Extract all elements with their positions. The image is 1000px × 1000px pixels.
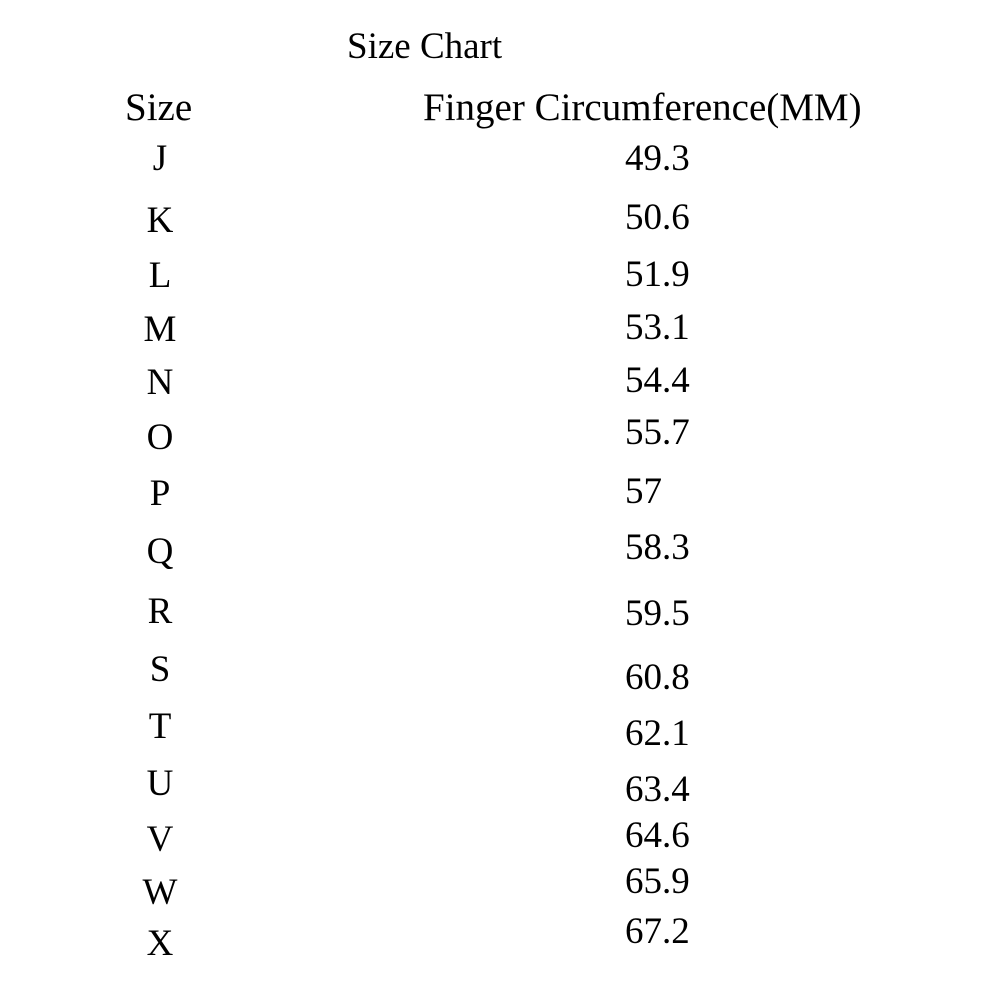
circumference-cell: 53.1 bbox=[625, 307, 690, 348]
circumference-cell: 49.3 bbox=[625, 138, 690, 179]
size-cell: N bbox=[146, 362, 174, 403]
size-cell: O bbox=[146, 417, 174, 458]
circumference-cell: 60.8 bbox=[625, 657, 690, 698]
circumference-cell: 55.7 bbox=[625, 412, 690, 453]
circumference-cell: 63.4 bbox=[625, 769, 690, 810]
circumference-cell: 67.2 bbox=[625, 911, 690, 952]
size-cell: J bbox=[152, 138, 168, 179]
size-cell: U bbox=[146, 763, 174, 804]
size-cell: L bbox=[148, 255, 172, 296]
size-cell: P bbox=[149, 473, 171, 514]
circumference-cell: 59.5 bbox=[625, 593, 690, 634]
size-column-header: Size bbox=[125, 86, 193, 129]
page-title: Size Chart bbox=[347, 26, 503, 67]
size-cell: X bbox=[146, 923, 174, 964]
size-cell: M bbox=[143, 309, 177, 350]
circumference-column-header: Finger Circumference(MM) bbox=[423, 86, 862, 129]
circumference-cell: 58.3 bbox=[625, 527, 690, 568]
size-cell: S bbox=[149, 649, 171, 690]
size-cell: Q bbox=[146, 531, 174, 572]
circumference-cell: 57 bbox=[625, 471, 662, 512]
circumference-cell: 62.1 bbox=[625, 713, 690, 754]
circumference-cell: 64.6 bbox=[625, 815, 690, 856]
circumference-cell: 65.9 bbox=[625, 861, 690, 902]
size-cell: V bbox=[146, 819, 174, 860]
size-cell: W bbox=[142, 872, 178, 913]
size-cell: R bbox=[147, 591, 173, 632]
circumference-cell: 51.9 bbox=[625, 254, 690, 295]
size-cell: K bbox=[146, 200, 174, 241]
circumference-cell: 50.6 bbox=[625, 197, 690, 238]
size-cell: T bbox=[148, 706, 172, 747]
circumference-cell: 54.4 bbox=[625, 360, 690, 401]
